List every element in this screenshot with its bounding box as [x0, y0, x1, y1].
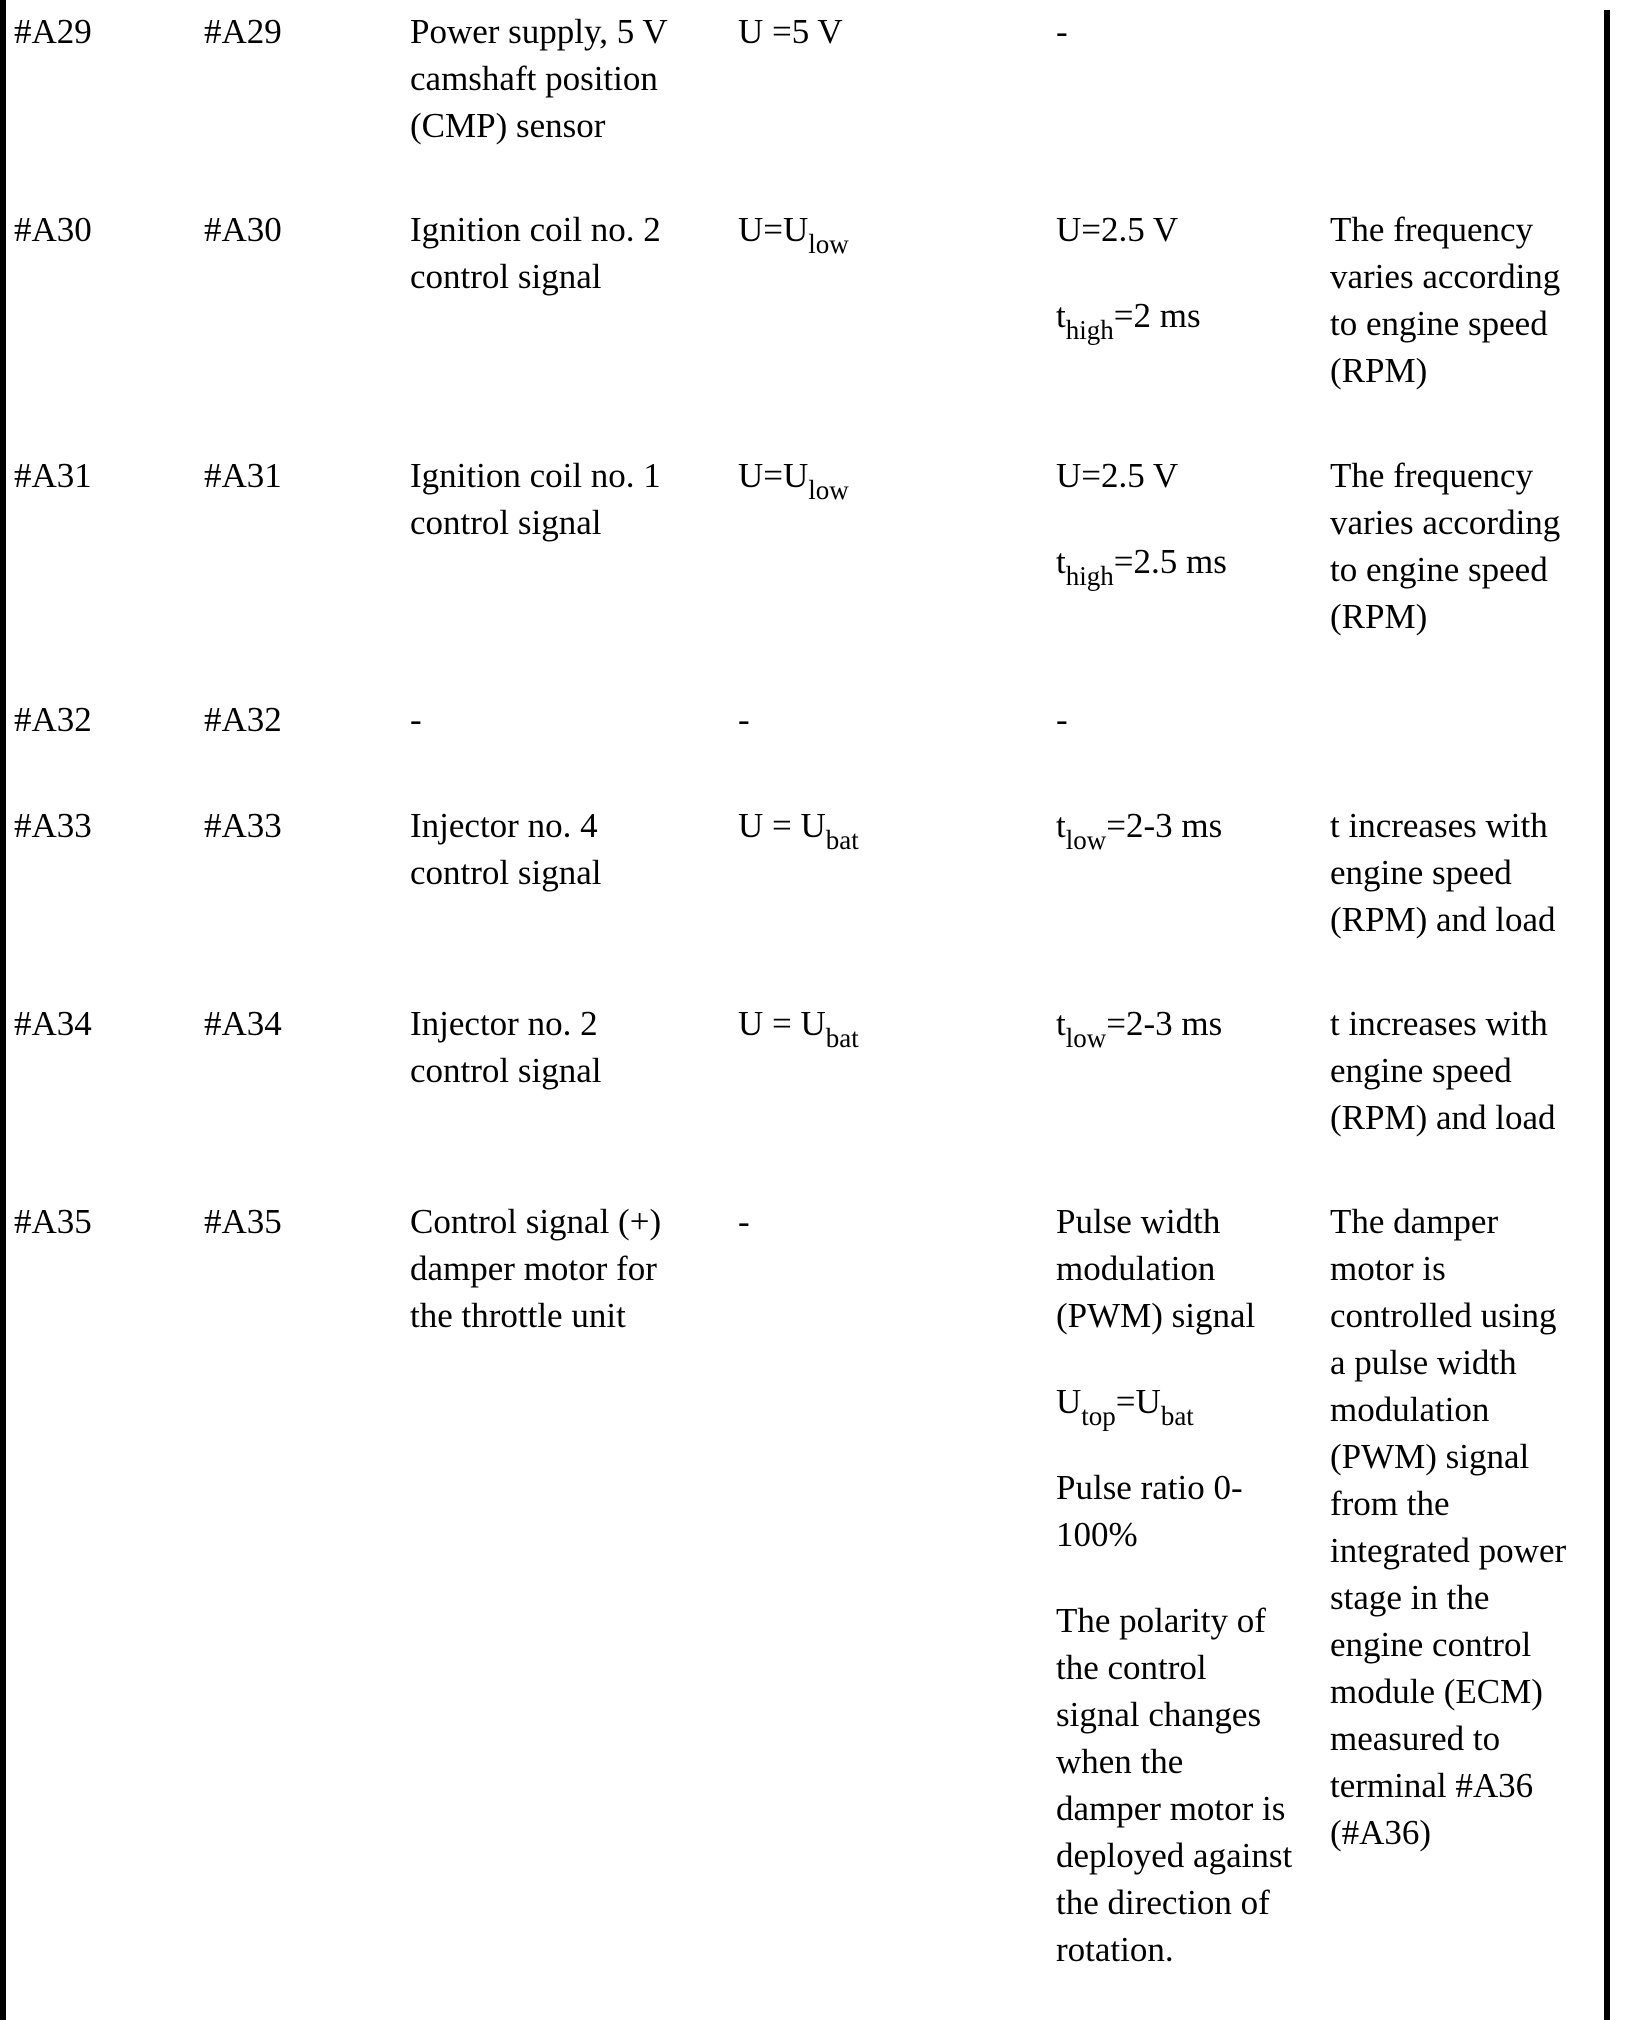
- voltage-value: $U=U_{low}$: [738, 210, 849, 259]
- pin-number: #A35: [14, 1202, 92, 1241]
- remarks: t increases with engine speed (RPM) and load: [1330, 1004, 1556, 1137]
- measurement-value: $t_{low}=2-3$ ms: [1056, 806, 1223, 855]
- voltage-value: $U = U_{bat}$: [738, 1004, 859, 1053]
- pin-number: #A31: [14, 456, 92, 495]
- remarks: t increases with engine speed (RPM) and load: [1330, 806, 1556, 939]
- pin-description: Ignition coil no. 1 control signal: [410, 456, 661, 542]
- pin-description: Injector no. 2 control signal: [410, 1004, 602, 1090]
- voltage-value: $U=U_{low}$: [738, 456, 849, 505]
- pin-description: Ignition coil no. 2 control signal: [410, 210, 661, 296]
- pin-number-alt: #A33: [204, 806, 282, 845]
- pin-number-alt: #A35: [204, 1202, 282, 1241]
- pin-description: Power supply, 5 V camshaft position (CMP) sensor: [410, 12, 668, 145]
- remarks: The damper motor is controlled using a pulse width modulation (PWM) signal from the integrated power stage in the engine control module (ECM) measured to terminal #A36 (#A36): [1330, 1202, 1567, 1852]
- measurement-dash: -: [1056, 12, 1068, 51]
- voltage-dash: -: [738, 1202, 750, 1241]
- description-dash: -: [410, 700, 422, 739]
- measurement-value: Pulse width modulation (PWM) signal $U_{top}=U_{bat}$ Pulse ratio 0- 100% The polarity of the control signal changes when the damper motor is deployed against the direction of rotation.: [1056, 1202, 1293, 1969]
- pin-number-alt: #A29: [204, 12, 282, 51]
- voltage-value: U =5 V: [738, 12, 843, 51]
- measurement-value: $t_{low}=2-3$ ms: [1056, 1004, 1223, 1053]
- pin-number: #A29: [14, 12, 92, 51]
- pin-number: #A33: [14, 806, 92, 845]
- voltage-value: $U = U_{bat}$: [738, 806, 859, 855]
- pin-number: #A30: [14, 210, 92, 249]
- table-left-border: [0, 0, 6, 2020]
- voltage-dash: -: [738, 700, 750, 739]
- pin-number: #A34: [14, 1004, 92, 1043]
- measurement-value: U=2.5 V $t_{high}=2.5$ ms: [1056, 456, 1227, 591]
- table-right-border: [1604, 10, 1610, 2020]
- measurement-dash: -: [1056, 700, 1068, 739]
- remarks: The frequency varies according to engine speed (RPM): [1330, 210, 1561, 390]
- pin-number-alt: #A32: [204, 700, 282, 739]
- pin-number-alt: #A30: [204, 210, 282, 249]
- pin-number: #A32: [14, 700, 92, 739]
- remarks: The frequency varies according to engine speed (RPM): [1330, 456, 1561, 636]
- pin-description: Injector no. 4 control signal: [410, 806, 602, 892]
- measurement-value: U=2.5 V $t_{high}=2$ ms: [1056, 210, 1201, 345]
- pin-description: Control signal (+) damper motor for the throttle unit: [410, 1202, 662, 1335]
- pin-number-alt: #A31: [204, 456, 282, 495]
- pin-number-alt: #A34: [204, 1004, 282, 1043]
